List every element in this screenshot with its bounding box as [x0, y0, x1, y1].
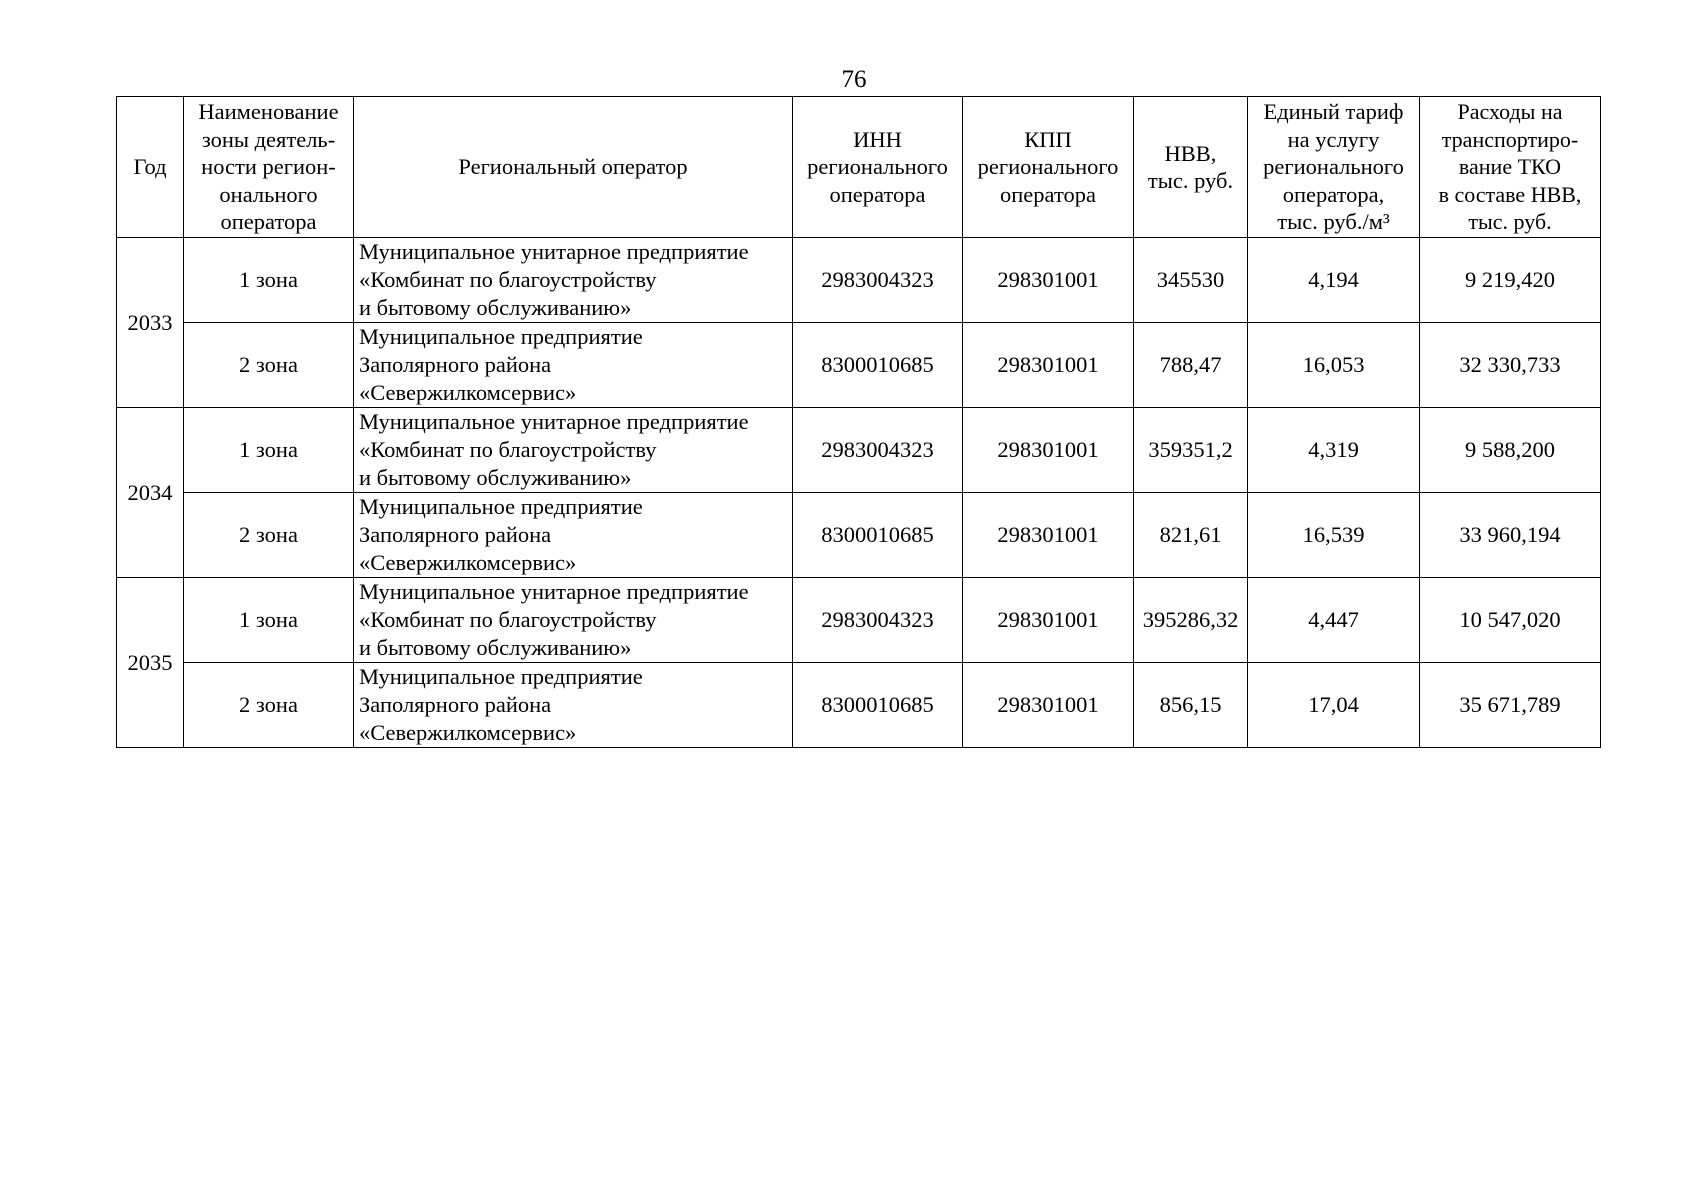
inn-cell: 8300010685 [793, 663, 963, 748]
operator-line: и бытовому обслуживанию» [359, 635, 632, 660]
operator-line: Муниципальное унитарное предприятие [359, 409, 749, 434]
table-row [117, 493, 1601, 578]
header-tariff-line: тыс. руб./м³ [1277, 209, 1390, 235]
year-cell: 2034 [117, 408, 184, 578]
table-row [117, 408, 1601, 493]
operator-line: Заполярного района [359, 692, 552, 717]
page-number: 76 [841, 66, 867, 93]
year-cell: 2035 [117, 578, 184, 748]
table-row [117, 663, 1601, 748]
header-expenses-line: тыс. руб. [1468, 209, 1552, 235]
operator-line: «Комбинат по благоустройству [359, 267, 657, 292]
kpp-cell: 298301001 [963, 663, 1134, 748]
operator-line: «Севержилкомсервис» [359, 720, 577, 745]
operator-line: и бытовому обслуживанию» [359, 295, 632, 320]
operator-line: «Комбинат по благоустройству [359, 607, 657, 632]
header-year-label: Год [133, 154, 167, 180]
operator-line: Заполярного района [359, 522, 552, 547]
table-row [117, 578, 1601, 663]
operator-cell [354, 663, 793, 748]
zone-cell: 2 зона [184, 323, 354, 408]
nvv-cell: 856,15 [1134, 663, 1248, 748]
operator-cell [354, 408, 793, 493]
header-inn [793, 97, 963, 238]
nvv-cell: 788,47 [1134, 323, 1248, 408]
tariff-table [116, 96, 1601, 748]
kpp-cell: 298301001 [963, 238, 1134, 323]
operator-line: Муниципальное унитарное предприятие [359, 579, 749, 604]
kpp-cell: 298301001 [963, 578, 1134, 663]
header-year [117, 97, 184, 238]
operator-line: Муниципальное предприятие [359, 494, 643, 519]
header-tariff [1248, 97, 1420, 238]
table-header-row [117, 97, 1601, 238]
nvv-cell: 821,61 [1134, 493, 1248, 578]
operator-line: «Комбинат по благоустройству [359, 437, 657, 462]
zone-cell: 2 зона [184, 493, 354, 578]
year-cell: 2033 [117, 238, 184, 408]
header-zone [184, 97, 354, 238]
operator-cell [354, 578, 793, 663]
table-row [117, 323, 1601, 408]
table-row [117, 238, 1601, 323]
inn-cell: 2983004323 [793, 238, 963, 323]
inn-cell: 8300010685 [793, 323, 963, 408]
operator-line: Муниципальное предприятие [359, 324, 643, 349]
header-nvv [1134, 97, 1248, 238]
header-zone-line: ности регион- [201, 154, 336, 180]
tariff-cell: 16,053 [1248, 323, 1420, 408]
header-expenses-line: в составе НВВ, [1438, 181, 1582, 207]
inn-cell: 2983004323 [793, 578, 963, 663]
zone-cell: 2 зона [184, 663, 354, 748]
nvv-cell: 359351,2 [1134, 408, 1248, 493]
expenses-cell: 35 671,789 [1420, 663, 1601, 748]
nvv-cell: 345530 [1134, 238, 1248, 323]
expenses-cell: 9 219,420 [1420, 238, 1601, 323]
kpp-cell: 298301001 [963, 493, 1134, 578]
header-zone-line: зоны деятель- [201, 126, 336, 152]
operator-cell [354, 323, 793, 408]
zone-cell: 1 зона [184, 408, 354, 493]
kpp-cell: 298301001 [963, 408, 1134, 493]
expenses-cell: 10 547,020 [1420, 578, 1601, 663]
inn-cell: 8300010685 [793, 493, 963, 578]
header-expenses [1420, 97, 1601, 238]
operator-cell [354, 493, 793, 578]
tariff-cell: 4,194 [1248, 238, 1420, 323]
header-kpp-line: регионального [977, 154, 1119, 180]
header-inn-line: ИНН [853, 126, 902, 152]
tariff-cell: 16,539 [1248, 493, 1420, 578]
header-nvv-line: НВВ, [1164, 140, 1217, 166]
tariff-cell: 4,319 [1248, 408, 1420, 493]
header-tariff-line: регионального [1263, 154, 1404, 180]
operator-line: «Севержилкомсервис» [359, 550, 577, 575]
operator-cell [354, 238, 793, 323]
header-expenses-line: Расходы на [1457, 99, 1563, 125]
expenses-cell: 33 960,194 [1420, 493, 1601, 578]
tariff-cell: 4,447 [1248, 578, 1420, 663]
header-kpp [963, 97, 1134, 238]
nvv-cell: 395286,32 [1134, 578, 1248, 663]
tariff-cell: 17,04 [1248, 663, 1420, 748]
header-inn-line: оператора [829, 181, 926, 207]
header-inn-line: регионального [807, 154, 948, 180]
header-tariff-line: Единый тариф [1263, 99, 1404, 125]
inn-cell: 2983004323 [793, 408, 963, 493]
header-expenses-line: вание ТКО [1458, 154, 1562, 180]
header-kpp-line: оператора [1000, 181, 1096, 207]
header-zone-line: Наименование [198, 99, 339, 125]
header-tariff-line: оператора, [1282, 181, 1385, 207]
operator-line: Заполярного района [359, 352, 552, 377]
operator-line: Муниципальное предприятие [359, 664, 643, 689]
header-zone-line: оператора [220, 209, 317, 235]
zone-cell: 1 зона [184, 238, 354, 323]
header-operator [354, 97, 793, 238]
kpp-cell: 298301001 [963, 323, 1134, 408]
header-tariff-line: на услугу [1287, 126, 1380, 152]
operator-line: «Севержилкомсервис» [359, 380, 577, 405]
header-zone-line: онального [219, 181, 318, 207]
header-operator-label: Региональный оператор [458, 154, 688, 180]
expenses-cell: 9 588,200 [1420, 408, 1601, 493]
operator-line: Муниципальное унитарное предприятие [359, 239, 749, 264]
header-nvv-line: тыс. руб. [1147, 168, 1234, 193]
header-expenses-line: транспортиро- [1441, 126, 1579, 152]
header-kpp-line: КПП [1024, 126, 1072, 152]
zone-cell: 1 зона [184, 578, 354, 663]
operator-line: и бытовому обслуживанию» [359, 465, 632, 490]
expenses-cell: 32 330,733 [1420, 323, 1601, 408]
